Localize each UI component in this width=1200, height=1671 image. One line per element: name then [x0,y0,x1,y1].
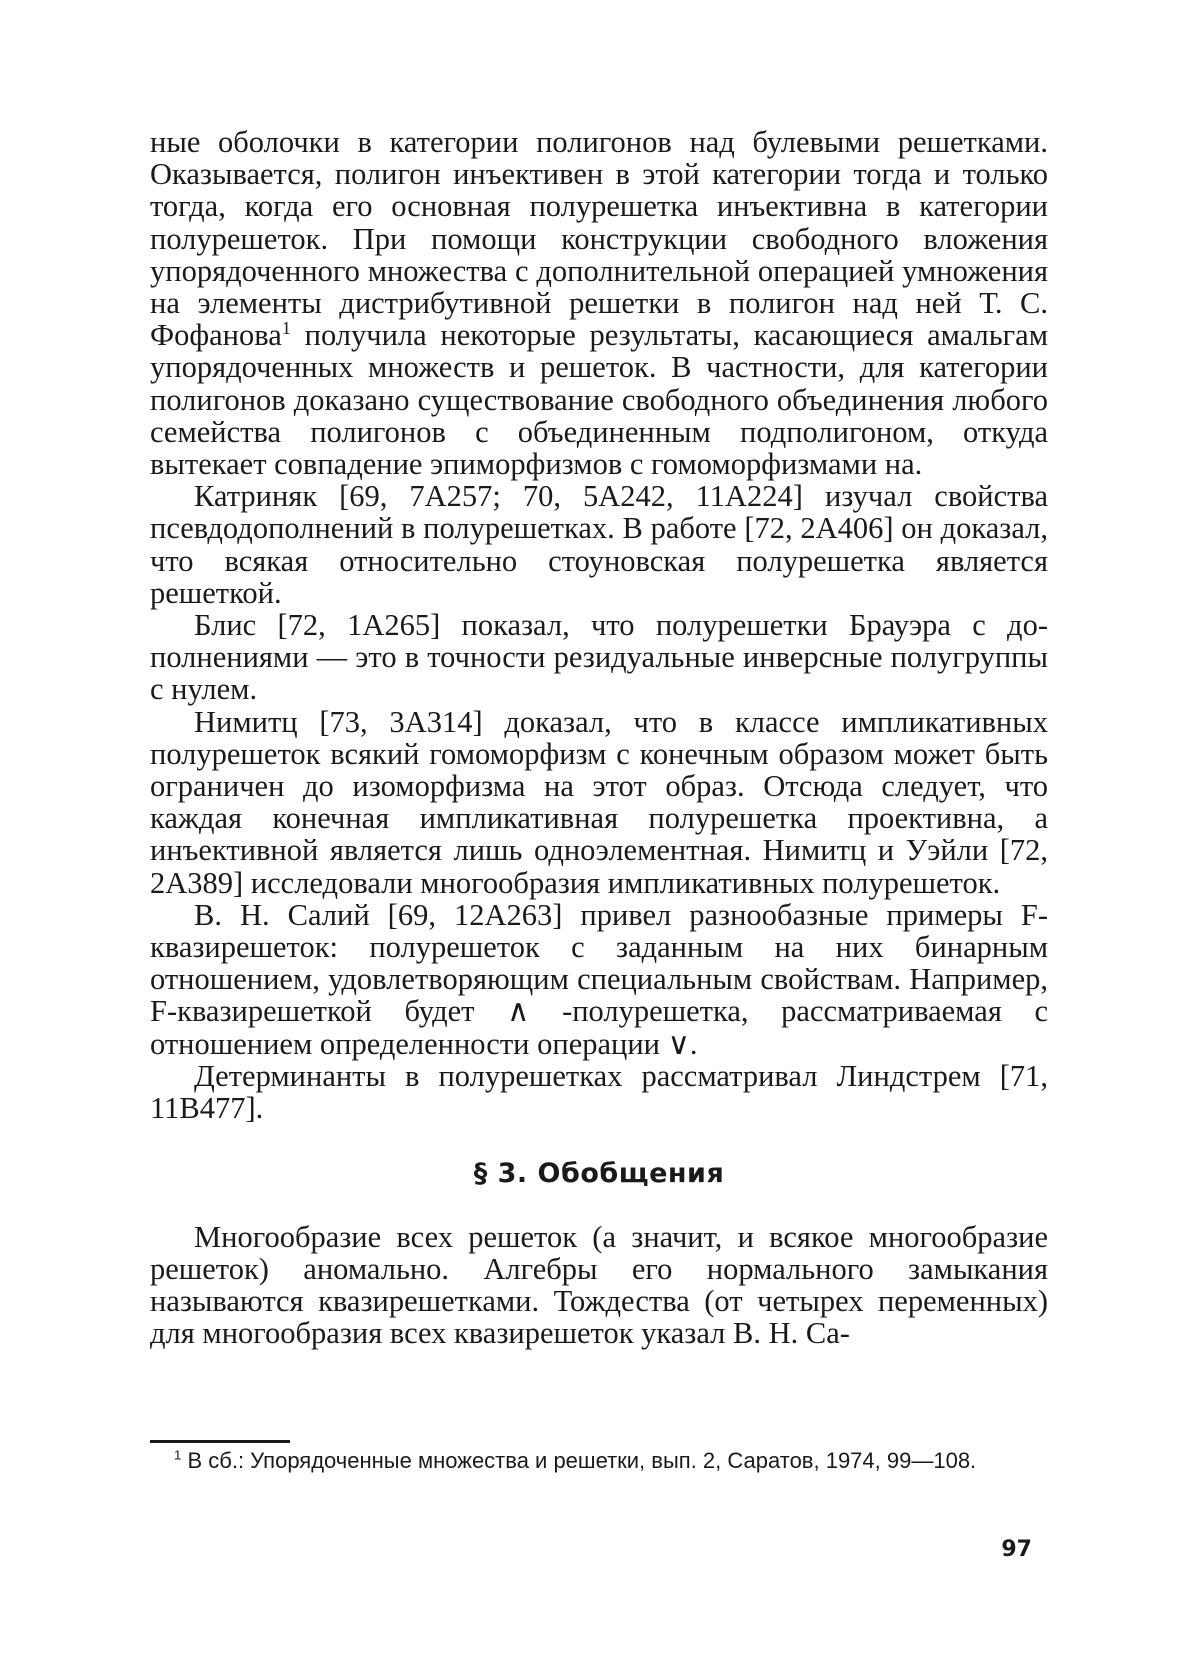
section-heading: § 3. Обобщения [473,1158,725,1190]
footnote-reference: 1 [281,318,291,339]
paragraph-3: Блис [72, 1А265] показал, что полурешетки Брауэра с дополнениями — это в точности резидуальные инверсные полугруппы с нулем. [150,608,1048,707]
paragraph-2: Катриняк [69, 7А257; 70, 5А242, 11А224] изучал свойства псевдодополнений в полурешетках. В работе [72, 2А406] он доказал, что всякая относительно стоуновская полурешетка является решеткой. [150,479,1048,610]
footnote-text: В сб.: Упорядоченные множества и решетки, вып. 2, Саратов, 1974, 99—108. [181,1448,977,1473]
footnote [138,1446,1048,1476]
footnote-marker: 1 [174,1447,182,1463]
paragraph-1-text: ные оболочки в категории полигонов над булевыми решетками. Оказывается, полигон инъективен в этой категории тогда и только тогда, когда его основная полурешетка инъективна в категории полурешеток. При помощи конструкции свободного вложения упорядоченного множества с дополнительной операцией умножения на элементы дистрибутивной решетки в полигон над ней Т. С. Фофанова [150,125,1048,353]
footnote-divider [150,1440,290,1443]
paragraph-4: Нимитц [73, 3А314] доказал, что в классе импликативных полурешеток всякий гомоморфизм с конечным образом может быть ограничен до изоморфизма на этот образ. Отсюда следует, что каждая конечная импликативная полурешетка проективна, а инъективной является лишь одноэлементная. Нимитц и Уэйли [72, 2А389] исследовали многообразия импликативных полурешеток. [150,704,1048,900]
paragraph-1-tail: получила некоторые результаты, касающиеся амальгам упорядоченных множеств и решеток. В частности, для категории полигонов доказано существование свободного объединения любого семейства полигонов с объединенным подполигоном, откуда вытекает совпадение эпиморфизмов с гомоморфизмами на. [150,318,1048,482]
main-text [150,126,1048,1349]
page-number: 97 [1001,1537,1032,1562]
paragraph-1 [150,126,1048,480]
paragraph-6: Детерминанты в полурешетках рассматривал Линдстрем [71, 11В477]. [150,1058,1048,1126]
paragraph-7: Многообразие всех решеток (а значит, и всякое многообразие решеток) аномально. Алгебры его нормального замыкания называются квазирешетками. Тождества (от четырех переменных) для многообразия всех квазирешеток указал В. Н. Са- [150,1219,1048,1351]
paragraph-5: В. Н. Салий [69, 12А263] привел разнообазные примеры F-квазирешеток: полурешеток с заданным на них бинарным отношением, удовлетворяющим специальным свойствам. Например, F-квазирешеткой будет ∧ -полурешетка, рассматриваемая с отношением определенности операции ∨. [150,897,1048,1061]
